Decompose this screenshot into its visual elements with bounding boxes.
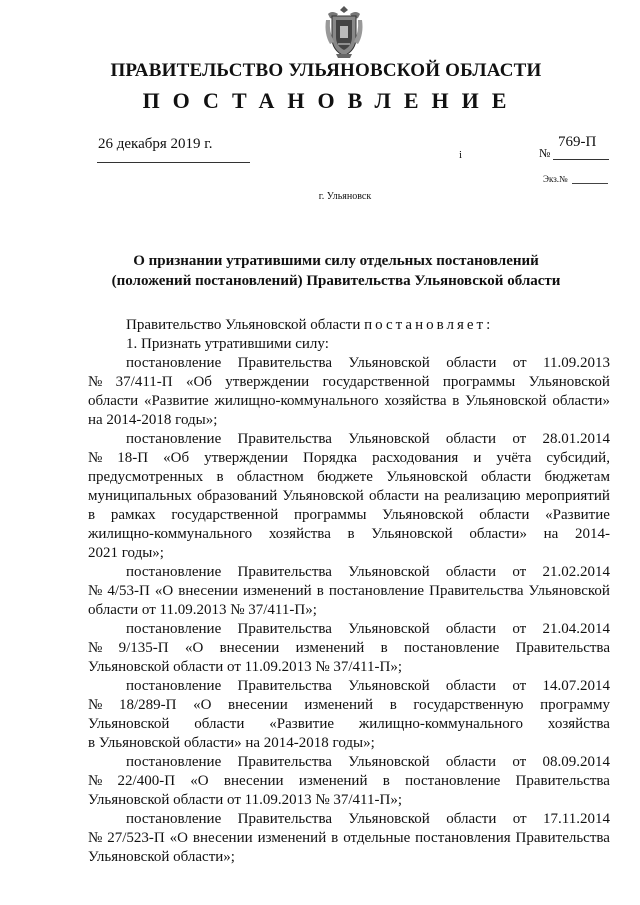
word: изменений [298,773,368,789]
word: № [88,697,103,713]
intro-line [88,316,610,335]
word: внесении [228,697,288,713]
word: в [382,773,390,789]
word: постановления [415,830,511,846]
word: № [88,374,103,390]
date-underline [97,162,250,163]
word: 27/523-П [107,830,165,846]
document-body [88,316,610,867]
word: Ульяновской [465,393,547,409]
word: области [445,564,497,580]
intro-text: Правительство Ульяновской области [126,317,361,333]
word: от [512,678,527,694]
list-item [88,810,610,867]
word: постановление [126,355,222,371]
word: «Об [163,450,190,466]
word: области [445,754,497,770]
word: отдельные [343,830,411,846]
word: в [452,393,460,409]
word: изменений [304,697,374,713]
word: области [194,716,245,732]
word: «Развитие [545,507,610,523]
word: в [389,697,397,713]
word: области [445,678,497,694]
word: областном [236,469,304,485]
word: Ульяновской [386,469,468,485]
copy-number-underline [572,183,608,184]
word: № [88,830,103,846]
word: 28.01.2014 [542,431,610,447]
word: постановление [328,583,425,599]
word: расходования [372,450,459,466]
word: области [445,621,497,637]
word: Ульяновской [282,488,364,504]
word: 9/135-П [118,640,169,656]
title-line: О признании утратившими силу отдельных постановлений [133,253,539,269]
word: 22/400-П [117,773,176,789]
word: «Развитие [143,393,209,409]
word: Правительства [515,640,610,656]
word: на [424,488,439,504]
word: бюджетам [544,469,610,485]
word: мероприятий [525,488,610,504]
paragraph-line [88,468,610,487]
word: № [88,583,103,599]
paragraph-line [88,354,610,373]
word: утверждении [204,450,289,466]
word: государственной [171,507,279,523]
word: Правительства [237,811,333,827]
word: субсидий, [546,450,610,466]
word: Ульяновской [348,355,430,371]
word: бюджете [317,469,373,485]
word: Ульяновской [348,754,430,770]
word: области [88,393,139,409]
word: постановление [126,564,222,580]
word: 14.07.2014 [542,678,610,694]
word: государственную [413,697,524,713]
paragraph-line [88,449,610,468]
word: в [316,583,324,599]
copy-number-label: Экз.№ [543,174,568,184]
number-sign: № [539,146,551,160]
word: 21.02.2014 [542,564,610,580]
number-underline [553,159,609,160]
word: Ульяновской [88,716,170,732]
document-type: ПОСТАНОВЛЕНИЕ [142,88,520,113]
word: внесении [219,640,280,656]
word: внесении [223,773,284,789]
word: области» [552,393,610,409]
word: постановление [126,621,222,637]
word: учёта [496,450,532,466]
title-line: (положений постановлений) Правительства Ульяновской области [111,272,561,289]
word: постановление [126,811,222,827]
word: постановление [405,773,501,789]
word: 18/289-П [118,697,177,713]
word: 11.09.2013 [543,355,610,371]
word: Правительства [515,773,610,789]
word: в [88,507,96,523]
paragraph-line [88,525,610,544]
word: Ульяновской [382,507,464,523]
item-heading: 1. Признать утратившими силу: [126,336,329,352]
word: постановление [126,754,222,770]
word: 2014- [574,526,610,542]
word: утверждении [225,374,310,390]
word: реализацию [444,488,521,504]
paragraph-line [88,829,610,848]
word: 37/411-П [115,374,173,390]
word: изменений [295,640,365,656]
word: № [88,640,103,656]
paragraph-line [88,696,610,715]
word: Правительства [237,754,332,770]
word: 18-П [117,450,149,466]
word: «Об [185,374,212,390]
word: внесении [192,830,253,846]
word: Правительства [429,583,524,599]
word: Порядка [303,450,358,466]
list-item [88,620,610,677]
word: области [445,431,497,447]
paragraph-line [88,430,610,449]
word: «Развитие [269,716,335,732]
word: «О [169,830,188,846]
word: постановление [404,640,500,656]
word: «О [184,640,204,656]
list-item [88,753,610,810]
paragraph-line [88,715,610,734]
organization-name: ПРАВИТЕЛЬСТВО УЛЬЯНОВСКОЙ ОБЛАСТИ [110,60,542,81]
handwritten-mark: і [459,149,463,161]
word: предусмотренных [88,469,204,485]
word: жилищно-коммунального [214,393,379,409]
word: хозяйства [384,393,447,409]
word: от [512,754,527,770]
word: от [512,811,527,827]
paragraph-line [88,753,610,772]
word: внесении [178,583,238,599]
coat-of-arms-icon [322,4,366,60]
word: области [481,469,532,485]
word: Ульяновской [348,678,430,694]
word: рамках [110,507,156,523]
word: Ульяновской [528,583,610,599]
word: Правительства [237,678,332,694]
word: Правительства [237,431,332,447]
word: в [216,469,224,485]
word: постановление [126,678,222,694]
paragraph-line: Ульяновской области от 11.09.2013 № 37/411-П»; [88,792,402,808]
word: области» [469,526,527,542]
intro-verb: постановляет: [364,317,494,333]
paragraph-line: Ульяновской области»; [88,849,235,865]
word: Правительства [237,564,332,580]
paragraph-line [88,373,610,392]
word: программы [442,374,516,390]
word: 21.04.2014 [542,621,610,637]
paragraph-line [88,487,610,506]
word: хозяйства [268,526,331,542]
word: Ульяновской [348,621,430,637]
paragraph-line: 2021 годы»; [88,545,164,561]
word: жилищно-коммунального [358,716,524,732]
paragraph-line [88,582,610,601]
paragraph-line: Ульяновской области от 11.09.2013 № 37/411-П»; [88,659,402,675]
word: области [479,507,530,523]
list-item [88,354,610,430]
word: от [512,355,527,371]
paragraph-line [88,620,610,639]
word: 08.09.2014 [542,754,610,770]
word: Правительства [237,355,333,371]
city: г. Ульяновск [318,191,372,202]
word: № [88,773,103,789]
list-item [88,677,610,753]
word: № [88,450,103,466]
word: в [331,830,339,846]
word: от [512,621,527,637]
word: программу [540,697,610,713]
list-item [88,563,610,620]
word: постановление [126,431,222,447]
paragraph-line [88,392,610,411]
document-number: 769-П [558,134,597,150]
word: на [543,526,559,542]
paragraph-line [88,810,610,829]
word: и [473,450,482,466]
word: Ульяновской [348,564,430,580]
paragraph-line: на 2014-2018 годы»; [88,412,218,428]
word: в [380,640,388,656]
word: от [512,431,527,447]
list-item [88,430,610,563]
word: государственной [322,374,430,390]
paragraph-line [88,506,610,525]
word: Ульяновской [348,431,430,447]
word: области [368,488,420,504]
paragraph-line [88,677,610,696]
word: Ульяновской [371,526,453,542]
word: «О [193,697,212,713]
paragraph-line [88,563,610,582]
word: Ульяновской [348,811,430,827]
word: «О [190,773,209,789]
word: Правительства [237,621,332,637]
word: области [446,355,497,371]
document-date: 26 декабря 2019 г. [98,136,213,152]
word: 4/53-П [107,583,150,599]
word: от [512,564,527,580]
word: изменений [257,830,327,846]
word: программы [294,507,367,523]
word: муниципальных [88,488,192,504]
document-title [0,252,640,291]
paragraph-line [88,772,610,791]
word: хозяйства [547,716,610,732]
word: в [347,526,355,542]
word: области [446,811,497,827]
paragraph-line [88,639,610,658]
word: образований [197,488,278,504]
paragraph-line: в Ульяновской области» на 2014-2018 годы»; [88,735,375,751]
paragraph-list [88,354,610,867]
word: 17.11.2014 [543,811,610,827]
word: изменений [243,583,312,599]
word: жилищно-коммунального [88,526,253,542]
word: Правительства [515,830,610,846]
paragraph-line: области от 11.09.2013 № 37/411-П»; [88,602,317,618]
word: «О [154,583,174,599]
word: Ульяновской [528,374,610,390]
